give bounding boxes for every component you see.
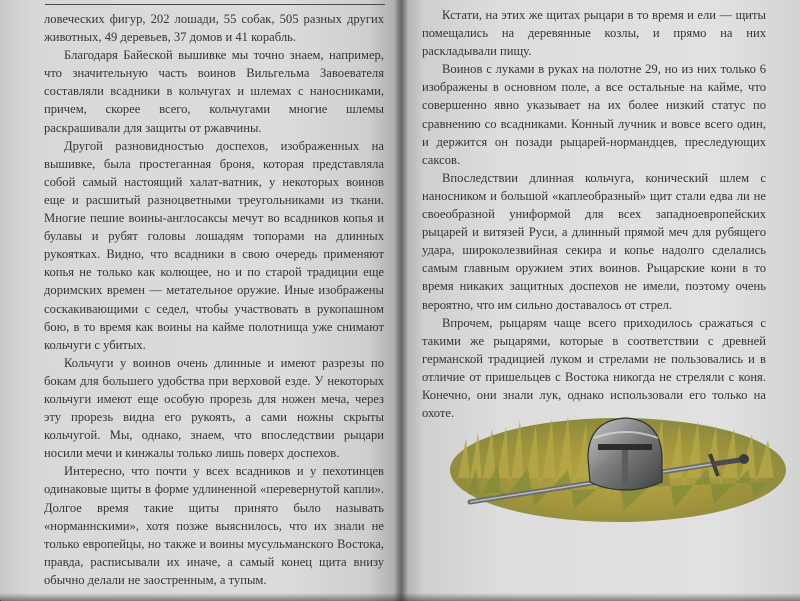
paragraph: Впрочем, рыцарям чаще всего приходилось сражаться с такими же рыцарями, которые в соответствии с древней германской традицией луком и стрелами не пользовались и в отличие от пришельцев с Востока никогда не стреляли с коня. Конечно, они знали лук, однако использовали его только на охоте. [422, 315, 766, 421]
paragraph: Благодаря Байеской вышивке мы точно знаем, например, что значительную часть воинов Вильгельма Завоевателя составляли всадники в кольчугах и шлемах с наносниками, причем, скорее всего, кольчугами многие шлемы раскрашивали для защиты от ржавчины. [44, 48, 384, 135]
paragraph: Интересно, что почти у всех всадников и у пехотинцев одинаковые щиты в форме удлиненной «перевернутой капли». Долгое время такие щиты принято было называть «норманнскими», хотя позже выяснилось, что их знали не только европейцы, но также и воины мусульманского Востока, правда, расписывали их иначе, а самый конец щита внизу обычно делали не заостренным, а тупым. [44, 464, 384, 587]
helmet-icon [588, 418, 662, 490]
right-page [400, 0, 800, 601]
table-edge-shadow [0, 593, 800, 601]
left-page-text [44, 10, 384, 589]
right-page-text [422, 6, 766, 422]
paragraph: Кстати, на этих же щитах рыцари в то время и ели — щиты помещались на деревянные козлы, и прямо на них раскладывали пищу. [422, 8, 766, 59]
paragraph: Воинов с луками в руках на полотне 29, но из них только 6 изображены в основном поле, а все остальные на кайме, что совершенно явно указывает на их более низкий статус по сравнению со всадниками. Конный лучник и вовсе всего один, и держится он позади рыцарей-нормандцев, преследующих саксов. [422, 62, 766, 167]
paragraph: Впоследствии длинная кольчуга, конический шлем с наносником и большой «каплеобразный» щит стали едва ли не своеобразной униформой для всех западноевропейских рыцарей и витязей Руси, а длинный прямой меч для рубящего удара, широколезвийная секира и копье надолго сделались самым главным оружием этих воинов. Рыцарские кони в то время никаких защитных доспехов не имели, поэтому очень вероятно, что им сильно доставалось от стрел. [422, 170, 766, 312]
header-rule [45, 4, 385, 5]
book-spine-shadow [394, 0, 408, 601]
paragraph: Кольчуги у воинов очень длинные и имеют разрезы по бокам для большего удобства при верховой езде. У некоторых кольчуги имеют еще особую прорезь для ножен меча, через эту прорезь видна его рукоять, а сами ножны скрыты кольчугой. Мы, однако, знаем, что впоследствии рыцари носили мечи и кинжалы только лишь поверх доспехов. [44, 355, 384, 461]
helmet-sword-illustration [448, 398, 788, 530]
paragraph: Другой разновидностью доспехов, изображенных на вышивке, была простеганная броня, которая представляла собой самый настоящий халат-ватник, у некоторых воинов еще и расшитый разноцветными треугольниками из ткани. Многие пешие воины-англосаксы мечут во всадников копья и булавы и рубят головы лошадям топорами на длинных рукоятках. Видно, что всадники в свою очередь применяют копья не только как колющее, но и по старой традиции еще доримских времен — метательное оружие. Иные изображены соскакивающими с седел, чтобы участвовать в рукопашном бою, в то время как воины на кайме полотнища уже снимают кольчуги с убитых. [44, 138, 384, 352]
paragraph: ловеческих фигур, 202 лошади, 55 собак, 505 разных других животных, 49 деревьев, 37 домов и 41 корабль. [44, 12, 384, 45]
